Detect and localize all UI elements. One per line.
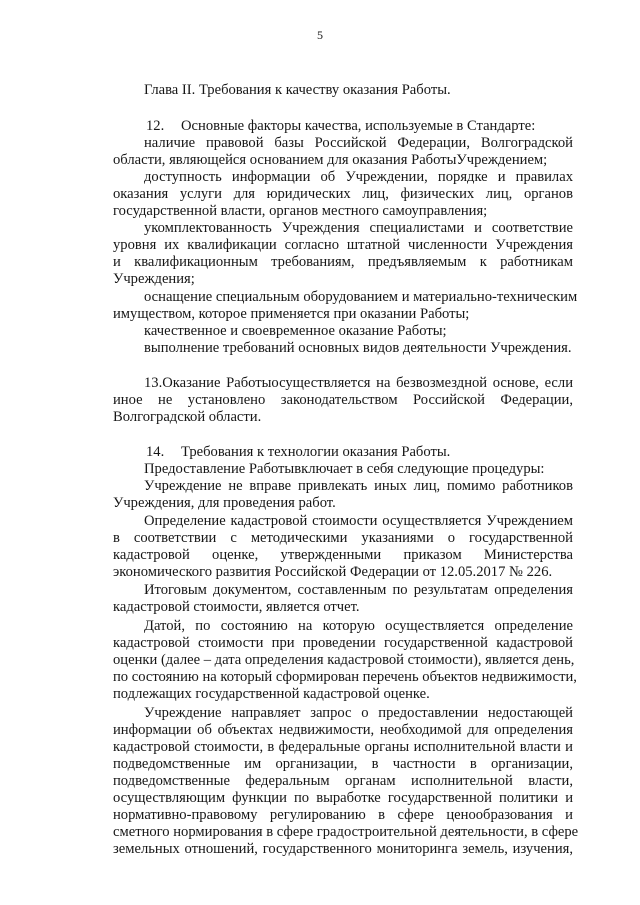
sec13-line: 13.Оказание Работыосуществляется на безвозмездной основе, если (144, 375, 573, 391)
sec14-line: по состоянию на который сформирован перечень объектов недвижимости, (113, 669, 577, 685)
sec14-line: земельных отношений, государственного мониторинга земель, изучения, (113, 841, 573, 857)
sec14-line: кадастровой стоимости, является отчет. (113, 599, 360, 615)
section-14-heading: Требования к технологии оказания Работы. (181, 444, 451, 460)
sec12-line: качественное и своевременное оказание Работы; (144, 323, 447, 339)
sec14-line: оценки (далее – дата определения кадастровой стоимости), является день, (113, 652, 575, 668)
sec14-line: кадастровой оценке, утвержденными приказом Министерства (113, 547, 573, 563)
sec14-line: в соответствии с методическими указаниями о государственной (113, 530, 573, 546)
sec14-line: нормативно-правовому регулированию в сфере ценообразования и (113, 807, 573, 823)
section-12-heading: Основные факторы качества, используемые в Стандарте: (181, 118, 536, 134)
sec14-line: сметного нормирования в сфере градостроительной деятельности, в сфере (113, 824, 579, 840)
sec12-line: Учреждения; (113, 271, 195, 287)
sec14-line: осуществляющим функции по выработке государственной политики и (113, 790, 573, 806)
sec14-line: Определение кадастровой стоимости осуществляется Учреждением (144, 513, 573, 529)
section-14-number: 14. (146, 444, 165, 460)
sec14-line: Датой, по состоянию на которую осуществляется определение (144, 618, 573, 634)
sec12-line: доступность информации об Учреждении, порядке и правилах (144, 169, 573, 185)
sec13-line: Волгоградской области. (113, 409, 262, 425)
page-number: 5 (317, 28, 323, 42)
sec14-line: экономического развития Российской Федерации от 12.05.2017 № 226. (113, 564, 553, 580)
sec14-line: кадастровой стоимости при проведении государственной кадастровой (113, 635, 573, 651)
sec14-line: подведомственные федеральным органам исполнительной власти, (113, 773, 573, 789)
sec14-line: подведомственные им организации, в частности в организации, (113, 756, 573, 772)
sec12-line: оказания услуги для юридических лиц, физических лиц, органов (113, 186, 573, 202)
sec14-line: информации об объектах недвижимости, необходимой для определения (113, 722, 573, 738)
sec12-line: имуществом, которое применяется при оказании Работы; (113, 306, 470, 322)
sec14-line: Предоставление Работывключает в себя следующие процедуры: (144, 461, 545, 477)
chapter-title: Глава II. Требования к качеству оказания Работы. (144, 82, 451, 98)
sec12-line: наличие правовой базы Российской Федерации, Волгоградской (144, 135, 573, 151)
sec14-line: кадастровой стоимости, в федеральные органы исполнительной власти и (113, 739, 573, 755)
sec14-line: подлежащих государственной кадастровой оценке. (113, 686, 430, 702)
sec12-line: оснащение специальным оборудованием и материально-техническим (144, 289, 578, 305)
sec12-line: государственной власти, органов местного самоуправления; (113, 203, 488, 219)
sec12-line: уровня их квалификации согласно штатной численности Учреждения (113, 237, 573, 253)
section-12-number: 12. (146, 118, 165, 134)
sec14-line: Учреждения, для проведения работ. (113, 495, 336, 511)
sec14-line: Итоговым документом, составленным по результатам определения (144, 582, 573, 598)
sec14-line: Учреждение не вправе привлекать иных лиц, помимо работников (144, 478, 573, 494)
sec12-line: укомплектованность Учреждения специалистами и соответствие (144, 220, 573, 236)
sec12-line: и квалификационным требованиям, предъявляемым к работникам (113, 254, 573, 270)
sec12-line: области, являющейся основанием для оказания РаботыУчреждением; (113, 152, 548, 168)
sec14-line: Учреждение направляет запрос о предоставлении недостающей (144, 705, 573, 721)
sec13-line: иное не установлено законодательством Российской Федерации, (113, 392, 573, 408)
sec12-line: выполнение требований основных видов деятельности Учреждения. (144, 340, 572, 356)
